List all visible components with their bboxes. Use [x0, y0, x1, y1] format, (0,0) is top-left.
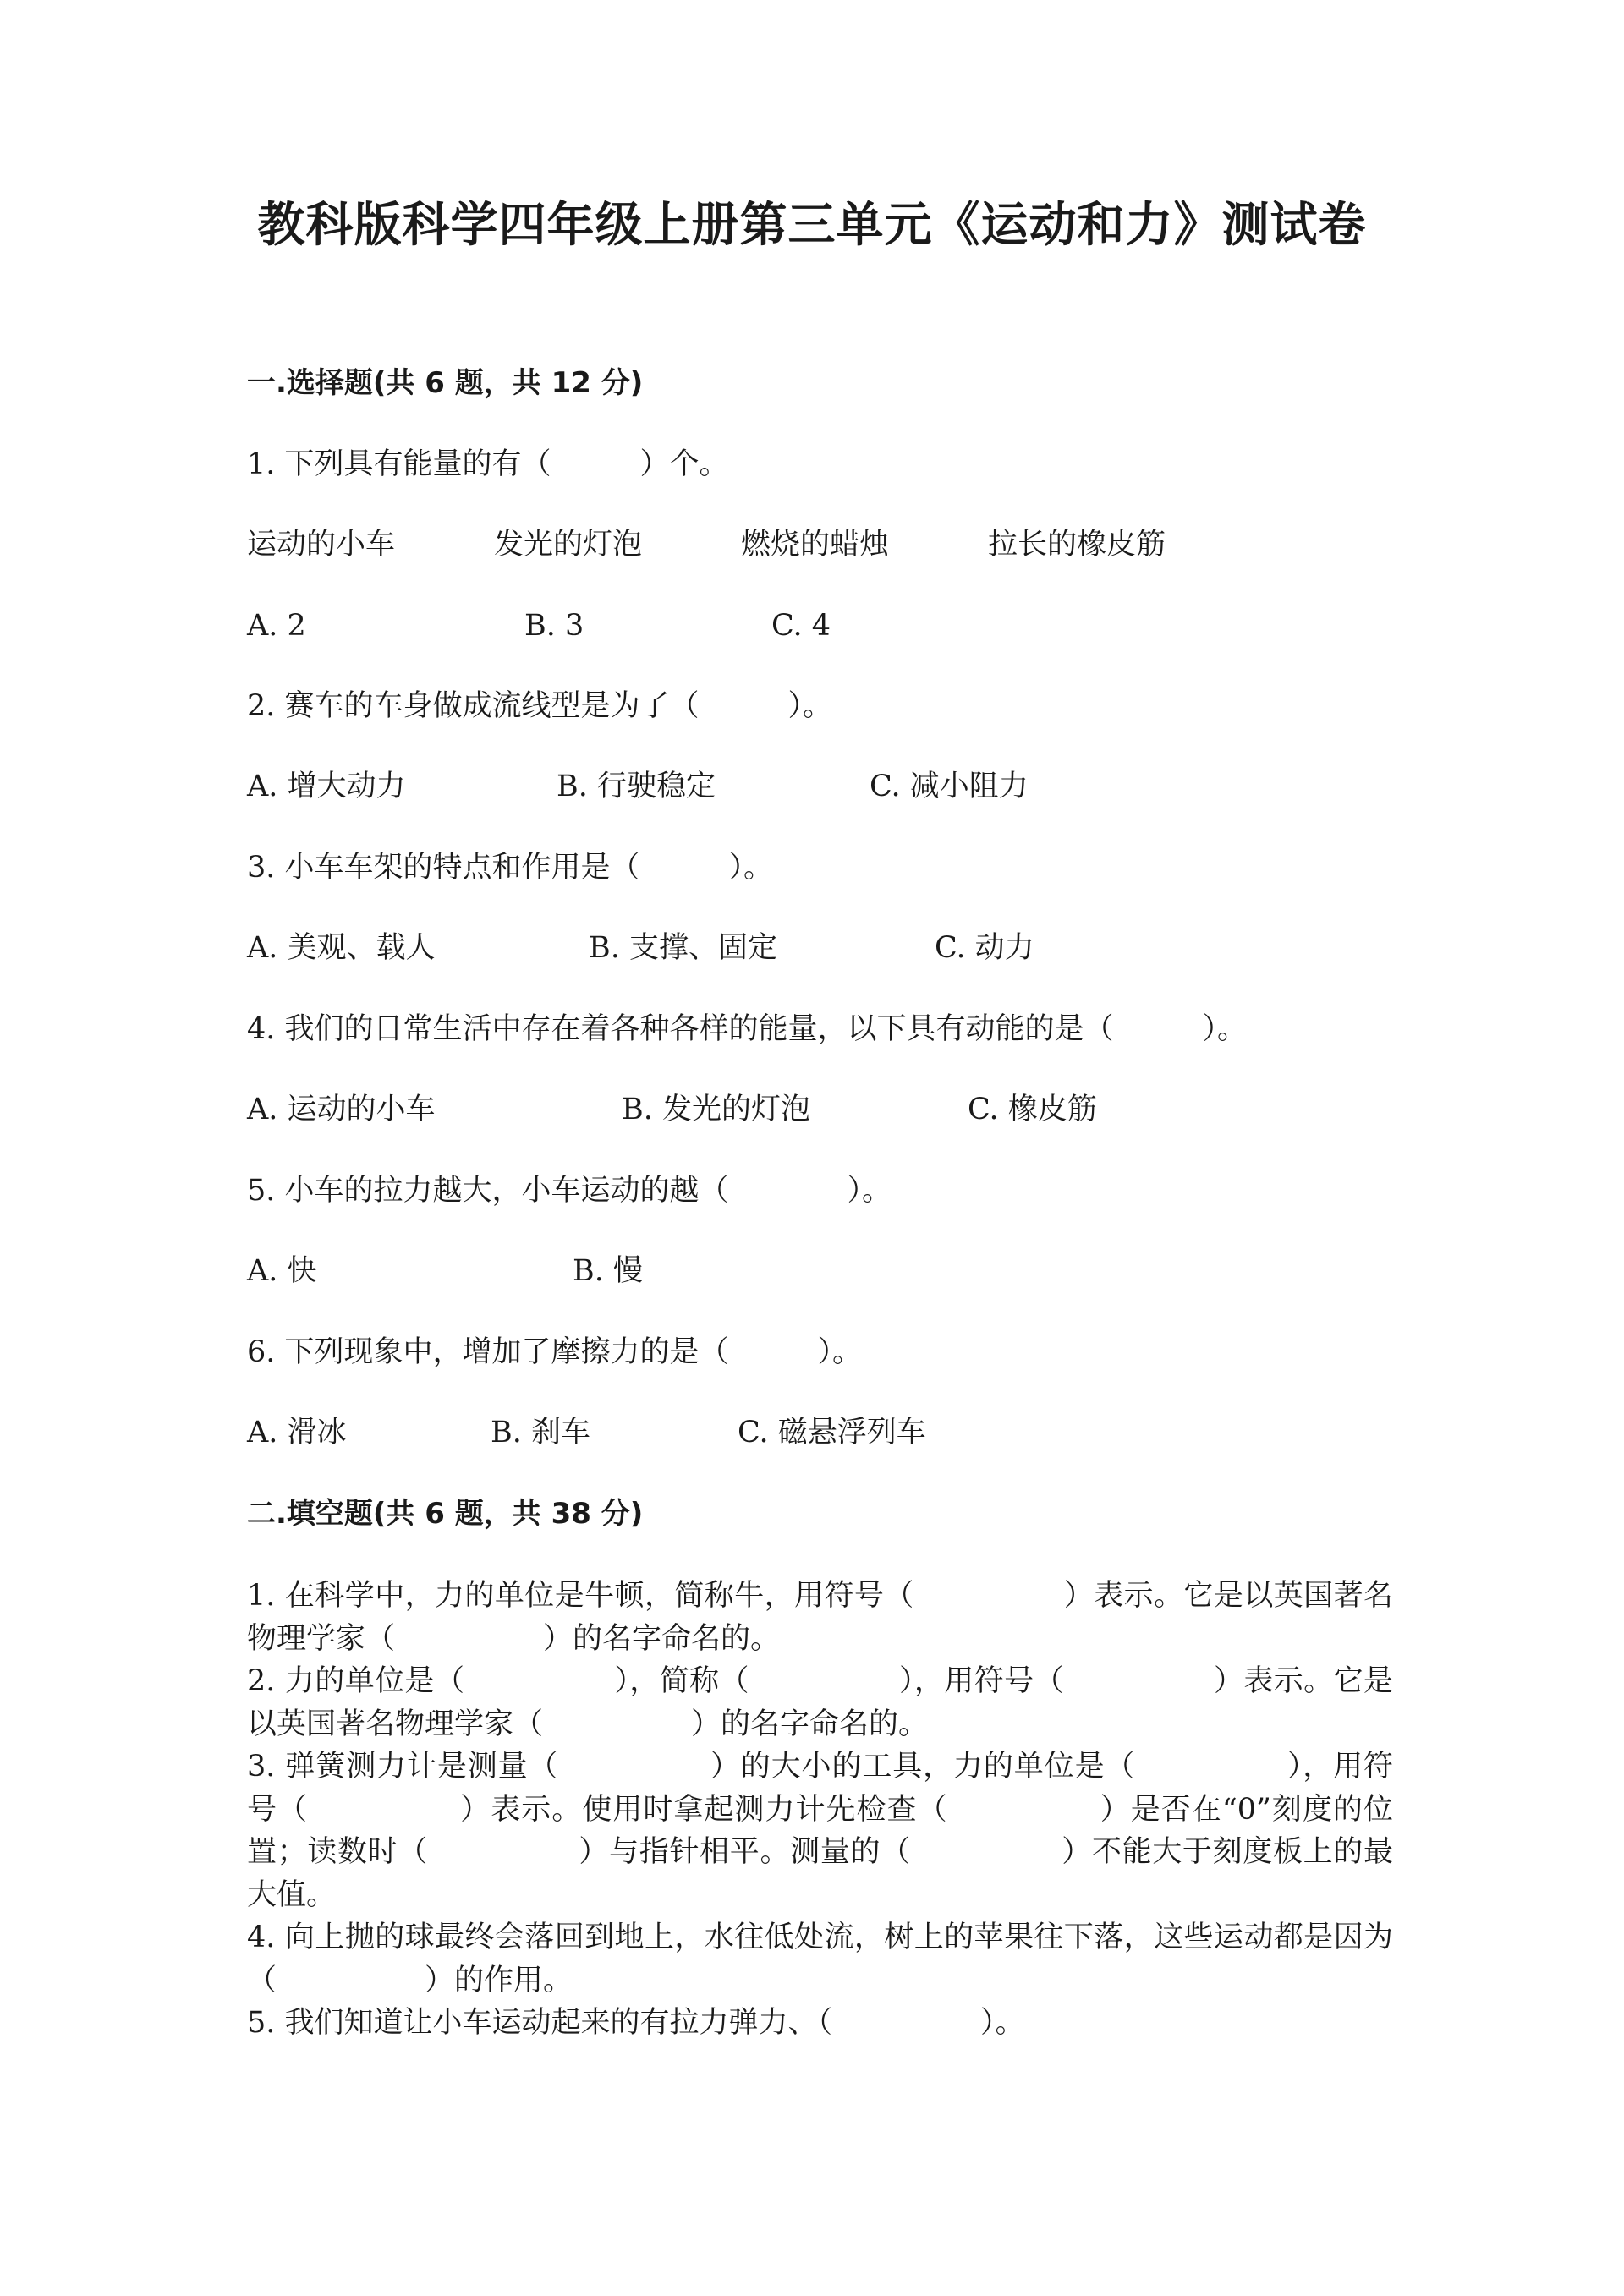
option-b: B. 支撑、固定 [589, 931, 777, 965]
fill-question-3: 3. 弹簧测力计是测量（ ）的大小的工具，力的单位是（ ），用符号（ ）表示。使用时拿起测力计先检查（ ）是否在“0”刻度的位置；读数时（ ）与指针相平。测量的（ ）不能大于刻度板上的最大值。 [247, 1750, 1393, 1912]
list-item: 燃烧的蜡烛 [741, 528, 890, 562]
fill-question-2: 2. 力的单位是（ ），简称（ ），用符号（ ）表示。它是以英国著名物理学家（ ）的名字命名的。 [247, 1664, 1393, 1741]
list-item: 发光的灯泡 [494, 528, 643, 562]
section-heading-fill: 二.填空题(共 6 题，共 38 分) [247, 1497, 644, 1531]
fill-question-1: 1. 在科学中，力的单位是牛顿，简称牛，用符号（ ）表示。它是以英国著名物理学家（ ）的名字命名的。 [247, 1579, 1393, 1656]
list-item: 拉长的橡皮筋 [988, 528, 1166, 562]
option-c: C. 动力 [935, 931, 1034, 965]
option-a: A. 滑冰 [247, 1416, 347, 1449]
option-b: B. 刹车 [491, 1416, 590, 1449]
option-a: A. 2 [247, 609, 306, 643]
question-4-stem: 4. 我们的日常生活中存在着各种各样的能量，以下具有动能的是（ ）。 [247, 1012, 1248, 1046]
option-a: A. 美观、载人 [247, 931, 436, 965]
option-c: C. 减小阻力 [870, 770, 1029, 803]
page-title: 教科版科学四年级上册第三单元《运动和力》测试卷 [257, 198, 1367, 253]
question-2-stem: 2. 赛车的车身做成流线型是为了（ ）。 [247, 689, 833, 723]
question-1-stem: 1. 下列具有能量的有（ ）个。 [247, 447, 729, 481]
option-b: B. 3 [524, 609, 584, 643]
option-b: B. 慢 [573, 1254, 643, 1288]
option-c: C. 橡皮筋 [968, 1093, 1097, 1126]
fill-question-5: 5. 我们知道让小车运动起来的有拉力弹力、（ ）。 [247, 2006, 1025, 2040]
option-b: B. 行驶稳定 [557, 770, 716, 803]
option-a: A. 运动的小车 [247, 1093, 436, 1126]
option-b: B. 发光的灯泡 [622, 1093, 810, 1126]
fill-question-4: 4. 向上抛的球最终会落回到地上，水往低处流，树上的苹果往下落，这些运动都是因为（ ）的作用。 [247, 1921, 1393, 1997]
question-5-stem: 5. 小车的拉力越大，小车运动的越（ ）。 [247, 1174, 892, 1208]
option-a: A. 快 [247, 1254, 317, 1288]
section-heading-choice: 一.选择题(共 6 题，共 12 分) [247, 366, 644, 400]
question-3-stem: 3. 小车车架的特点和作用是（ ）。 [247, 851, 774, 885]
option-c: C. 4 [771, 609, 831, 643]
option-c: C. 磁悬浮列车 [738, 1416, 926, 1449]
list-item: 运动的小车 [247, 528, 396, 562]
option-a: A. 增大动力 [247, 770, 406, 803]
question-6-stem: 6. 下列现象中，增加了摩擦力的是（ ）。 [247, 1335, 863, 1369]
